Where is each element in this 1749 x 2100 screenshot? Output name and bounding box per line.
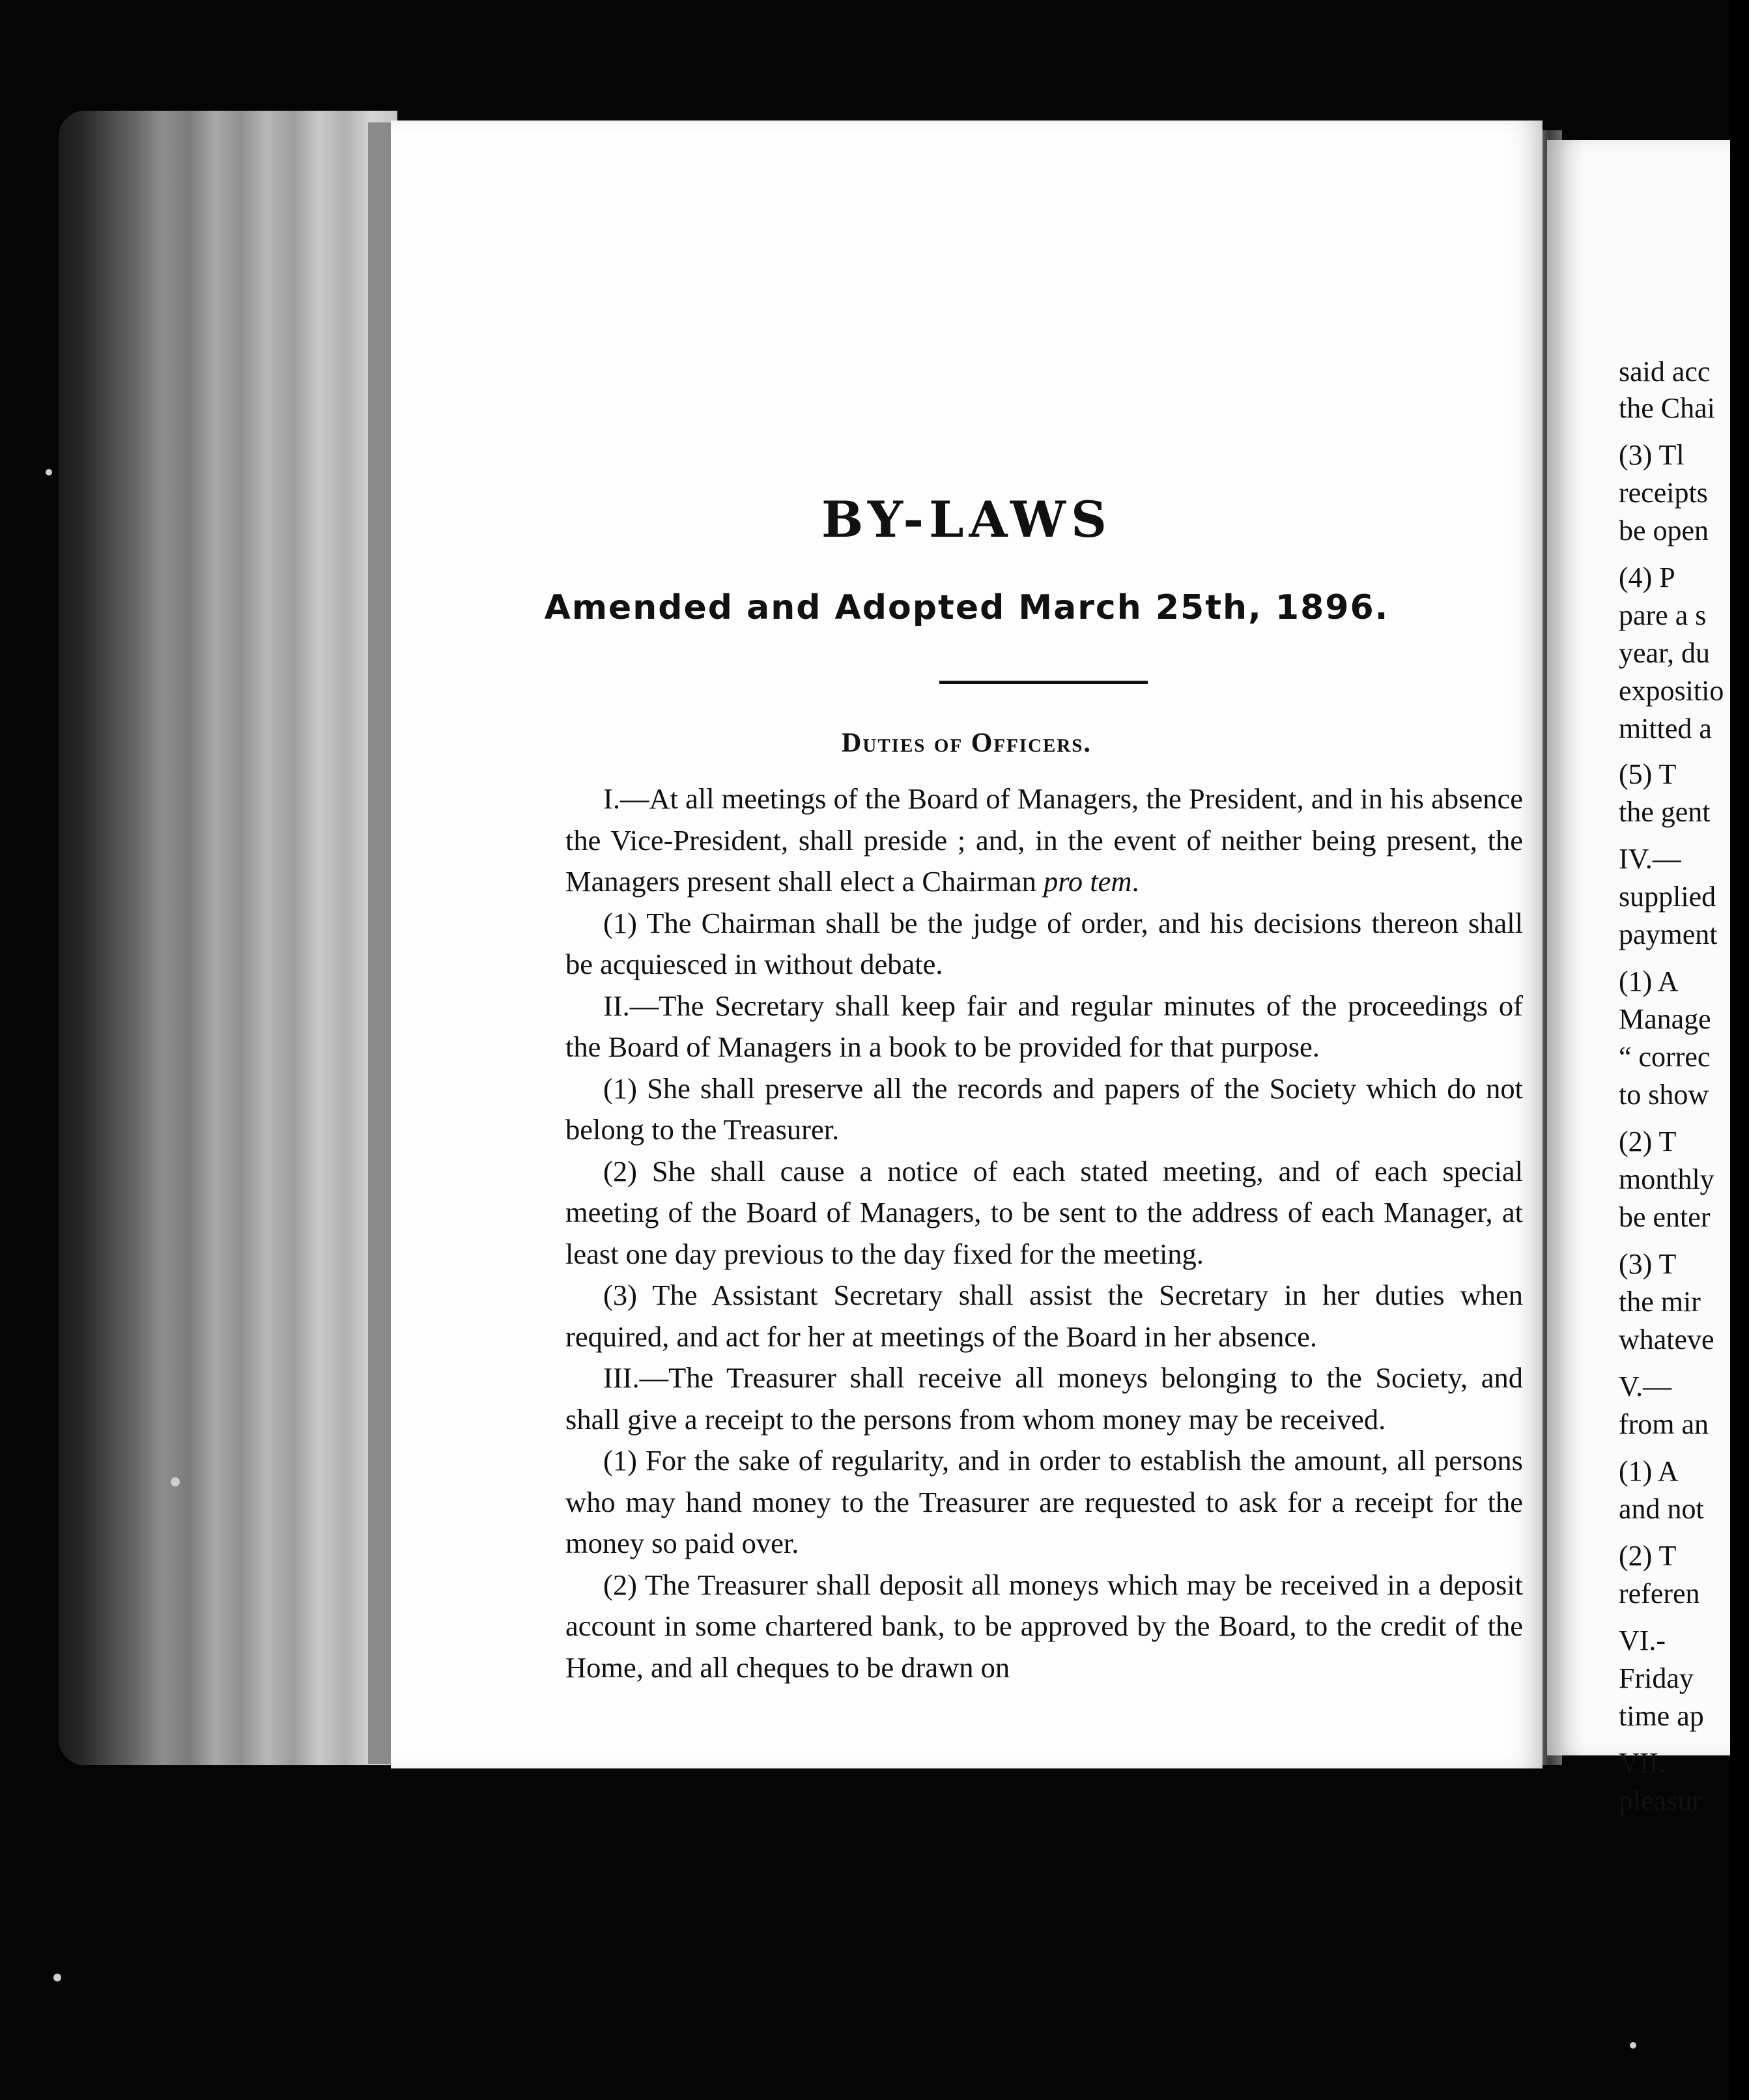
- dust-speck: [171, 1477, 180, 1486]
- fragment-line: pleasur: [1619, 1785, 1702, 1817]
- fragment-line: V.—: [1619, 1370, 1672, 1402]
- page-edges-stack: [59, 111, 397, 1765]
- paragraph-text: I.—At all meetings of the Board of Managers, the President, and in his absence the Vice-President, shall preside ; and, in the event of neither being present, the Managers present shall elect a Chairman: [565, 782, 1523, 898]
- paragraph-article-3-clause-2: [565, 1565, 1523, 1689]
- fragment-line: (5) T: [1619, 758, 1677, 790]
- fragment-line: time ap: [1619, 1700, 1704, 1732]
- fragment-line: (4) P: [1619, 561, 1675, 593]
- fragment-line: (3) Tl: [1619, 439, 1685, 471]
- paragraph-article-2-clause-1: [565, 1068, 1523, 1151]
- fragment-line: be open: [1619, 515, 1709, 546]
- fragment-line: from an: [1619, 1408, 1709, 1440]
- fragment-line: supplied: [1619, 881, 1716, 913]
- paragraph-text: (1) For the sake of regularity, and in order to establish the amount, all persons who may hand money to the Treasurer are requested to ask for a receipt for the money so paid over.: [565, 1444, 1523, 1559]
- paragraph-article-2: [565, 986, 1523, 1068]
- bylaws-body: [565, 778, 1523, 1688]
- fragment-line: Manage: [1619, 1003, 1711, 1035]
- fragment-line: the mir: [1619, 1286, 1701, 1318]
- fragment-line: pare a s: [1619, 599, 1707, 631]
- fragment-line: whateve: [1619, 1324, 1714, 1355]
- fragment-line: (1) A: [1619, 965, 1679, 997]
- paragraph-text: II.—The Secretary shall keep fair and regular minutes of the proceedings of the Board of Managers in a book to be provided for that purpose.: [565, 989, 1523, 1063]
- paragraph-article-1: [565, 778, 1523, 903]
- paragraph-text: (2) The Treasurer shall deposit all moneys which may be received in a deposit account in some chartered bank, to be approved by the Board, to the credit of the Home, and all cheques to be drawn on: [565, 1568, 1523, 1684]
- title-divider: [939, 681, 1148, 684]
- page-edge-shadow: [368, 122, 393, 1764]
- fragment-line: the gent: [1619, 796, 1711, 828]
- paragraph-article-3-clause-1: [565, 1440, 1523, 1565]
- dust-speck: [53, 1974, 61, 1981]
- fragment-line: VI.-: [1619, 1625, 1666, 1656]
- paragraph-article-2-clause-2: [565, 1151, 1523, 1275]
- paragraph-article-2-clause-3: [565, 1275, 1523, 1357]
- fragment-line: VII.: [1619, 1747, 1666, 1779]
- fragment-line: (1) A: [1619, 1455, 1679, 1487]
- fragment-line: Friday: [1619, 1662, 1694, 1694]
- page-title: BY-LAWS: [821, 490, 1112, 548]
- fragment-line: expositio: [1619, 675, 1724, 707]
- section-heading: Duties of Officers.: [842, 728, 1092, 758]
- fragment-line: be enter: [1619, 1201, 1711, 1233]
- right-page-fragment: [1547, 140, 1730, 1817]
- fragment-line: and not: [1619, 1493, 1704, 1525]
- paragraph-article-3: [565, 1357, 1523, 1440]
- fragment-line: to show: [1619, 1079, 1709, 1111]
- fragment-line: monthly: [1619, 1163, 1714, 1195]
- paragraph-text: (3) The Assistant Secretary shall assist the Secretary in her duties when required, and act for her at meetings of the Board in her absence.: [565, 1279, 1523, 1353]
- fragment-line: payment: [1619, 918, 1718, 950]
- fragment-line: said acc: [1619, 356, 1711, 388]
- paragraph-emphasis: pro tem: [1043, 865, 1132, 898]
- fragment-line: receipts: [1619, 477, 1708, 509]
- paragraph-text: (2) She shall cause a notice of each stated meeting, and of each special meeting of the Board of Managers, to be sent to the address of each Manager, at least one day previous to the day fixed for the meeting.: [565, 1154, 1523, 1270]
- fragment-line: referen: [1619, 1578, 1700, 1610]
- paragraph-text: (1) The Chairman shall be the judge of order, and his decisions thereon shall be acquiesced in without debate.: [565, 906, 1523, 980]
- page-subtitle: Amended and Adopted March 25th, 1896.: [544, 588, 1389, 627]
- left-page: [391, 121, 1543, 1768]
- paragraph-tail: .: [1131, 865, 1139, 898]
- paragraph-text: (1) She shall preserve all the records and papers of the Society which do not belong to the Treasurer.: [565, 1071, 1523, 1146]
- fragment-line: year, du: [1619, 637, 1710, 669]
- fragment-line: the Chai: [1619, 392, 1715, 424]
- fragment-line: IV.—: [1619, 843, 1681, 875]
- dust-speck: [1630, 2042, 1636, 2049]
- fragment-line: “ correc: [1619, 1041, 1711, 1073]
- paragraph-article-1-clause-1: [565, 903, 1523, 986]
- fragment-line: (3) T: [1619, 1248, 1677, 1280]
- fragment-line: (2) T: [1619, 1126, 1677, 1157]
- paragraph-text: III.—The Treasurer shall receive all moneys belonging to the Society, and shall give a receipt to the persons from whom money may be received.: [565, 1361, 1523, 1436]
- fragment-line: mitted a: [1619, 713, 1712, 745]
- fragment-line: (2) T: [1619, 1540, 1677, 1572]
- dust-speck: [46, 469, 52, 475]
